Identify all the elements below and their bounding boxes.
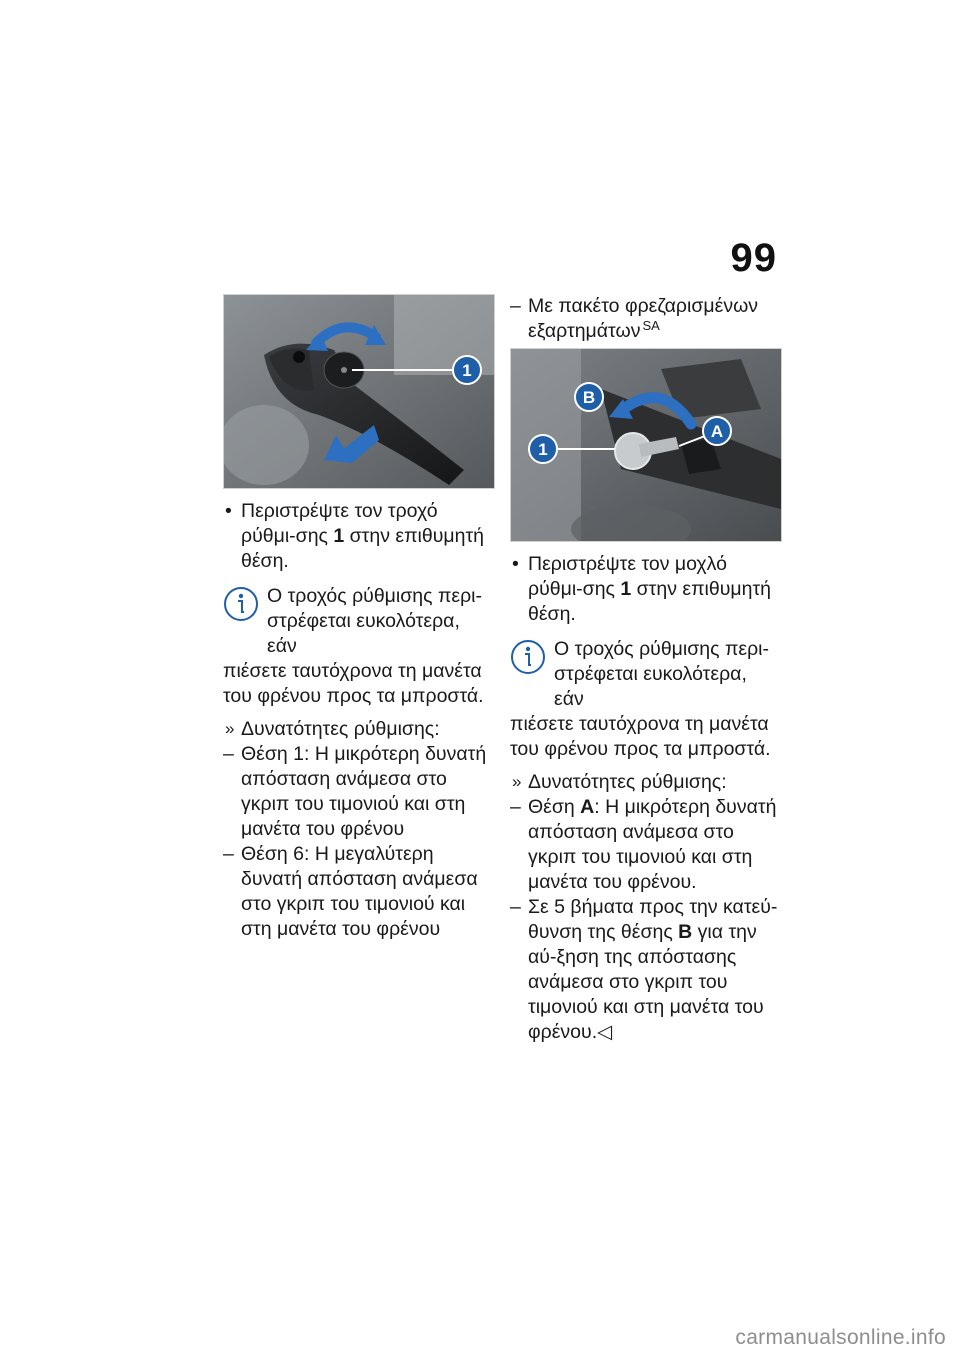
option-b-pre: Σε 5 βήματα προς την κατεύ-θυνση της θέσης [528,896,778,943]
left-step-rotate-wheel [223,499,493,574]
page-number: 99 [730,236,777,280]
right-note-rest: πιέσετε ταυτόχρονα τη μανέτα του φρένου προς τα μπροστά. [510,713,771,760]
left-step-ref: 1 [333,525,345,547]
sa-badge: SA [642,317,660,333]
end-of-section-mark: ◁ [597,1021,613,1043]
callout-b: B [582,388,596,407]
right-result: » Δυνατότητες ρύθμισης: [510,770,780,795]
brake-lever-figure [223,294,495,489]
info-icon [510,639,546,675]
left-option-6: – Θέση 6: Η μεγαλύτερη δυνατή απόσταση ανάμεσα στο γκριπ του τιμονιού και στη μανέτα του φρένου [223,842,493,942]
option-a-post: : Η μικρότερη δυνατή απόσταση ανάμεσα στο γκριπ του τιμονιού και στη μανέτα του φρένου. [528,796,777,893]
info-icon [223,586,259,622]
left-option-1: – Θέση 1: Η μικρότερη δυνατή απόσταση ανάμεσα στο γκριπ του τιμονιού και στη μανέτα του φρένου [223,742,493,842]
right-info-note [510,637,780,762]
left-step-text-pre: Περιστρέψτε τον τροχό ρύθμι-σης [241,500,438,547]
brake-lever-illustration [224,295,494,488]
left-info-note [223,584,493,709]
watermark-footer: carmanualsonline.info [735,1326,946,1349]
right-step-text-post: στην επιθυμητή θέση. [528,578,772,625]
adjuster-lever-figure [510,348,782,542]
option-b-ref: B [678,921,693,943]
option-a-ref: A [580,796,595,818]
right-note-line1: Ο τροχός ρύθμισης περι-στρέφεται ευκολότερα, εάν [554,638,770,710]
right-header [510,294,780,344]
callout-1: 1 [462,361,472,380]
right-step-text-pre: Περιστρέψτε τον μοχλό ρύθμι-σης [528,553,727,600]
option-a-pre: Θέση [528,796,581,818]
left-note-line1: Ο τροχός ρύθμισης περι-στρέφεται ευκολότερα, εάν [267,585,483,657]
adjuster-lever-illustration [511,349,781,541]
left-note-rest: πιέσετε ταυτόχρονα τη μανέτα του φρένου προς τα μπροστά. [223,660,484,707]
callout-1-right: 1 [538,440,548,459]
callout-a: A [710,422,724,441]
right-option-b [510,895,780,1045]
right-column [510,294,780,1045]
left-step-text-post: στην επιθυμητή θέση. [241,525,485,572]
option-b-post: για την αύ-ξηση της απόστασης ανάμεσα στο γκριπ του τιμονιού και στη μανέτα του φρένου. [528,921,764,1043]
left-column [223,294,493,942]
right-header-text: Με πακέτο φρεζαρισμένων εξαρτημάτων [528,295,759,342]
left-result: » Δυνατότητες ρύθμισης: [223,717,493,742]
right-option-a [510,795,780,895]
right-step-rotate-lever [510,552,780,627]
right-step-ref: 1 [620,578,632,600]
